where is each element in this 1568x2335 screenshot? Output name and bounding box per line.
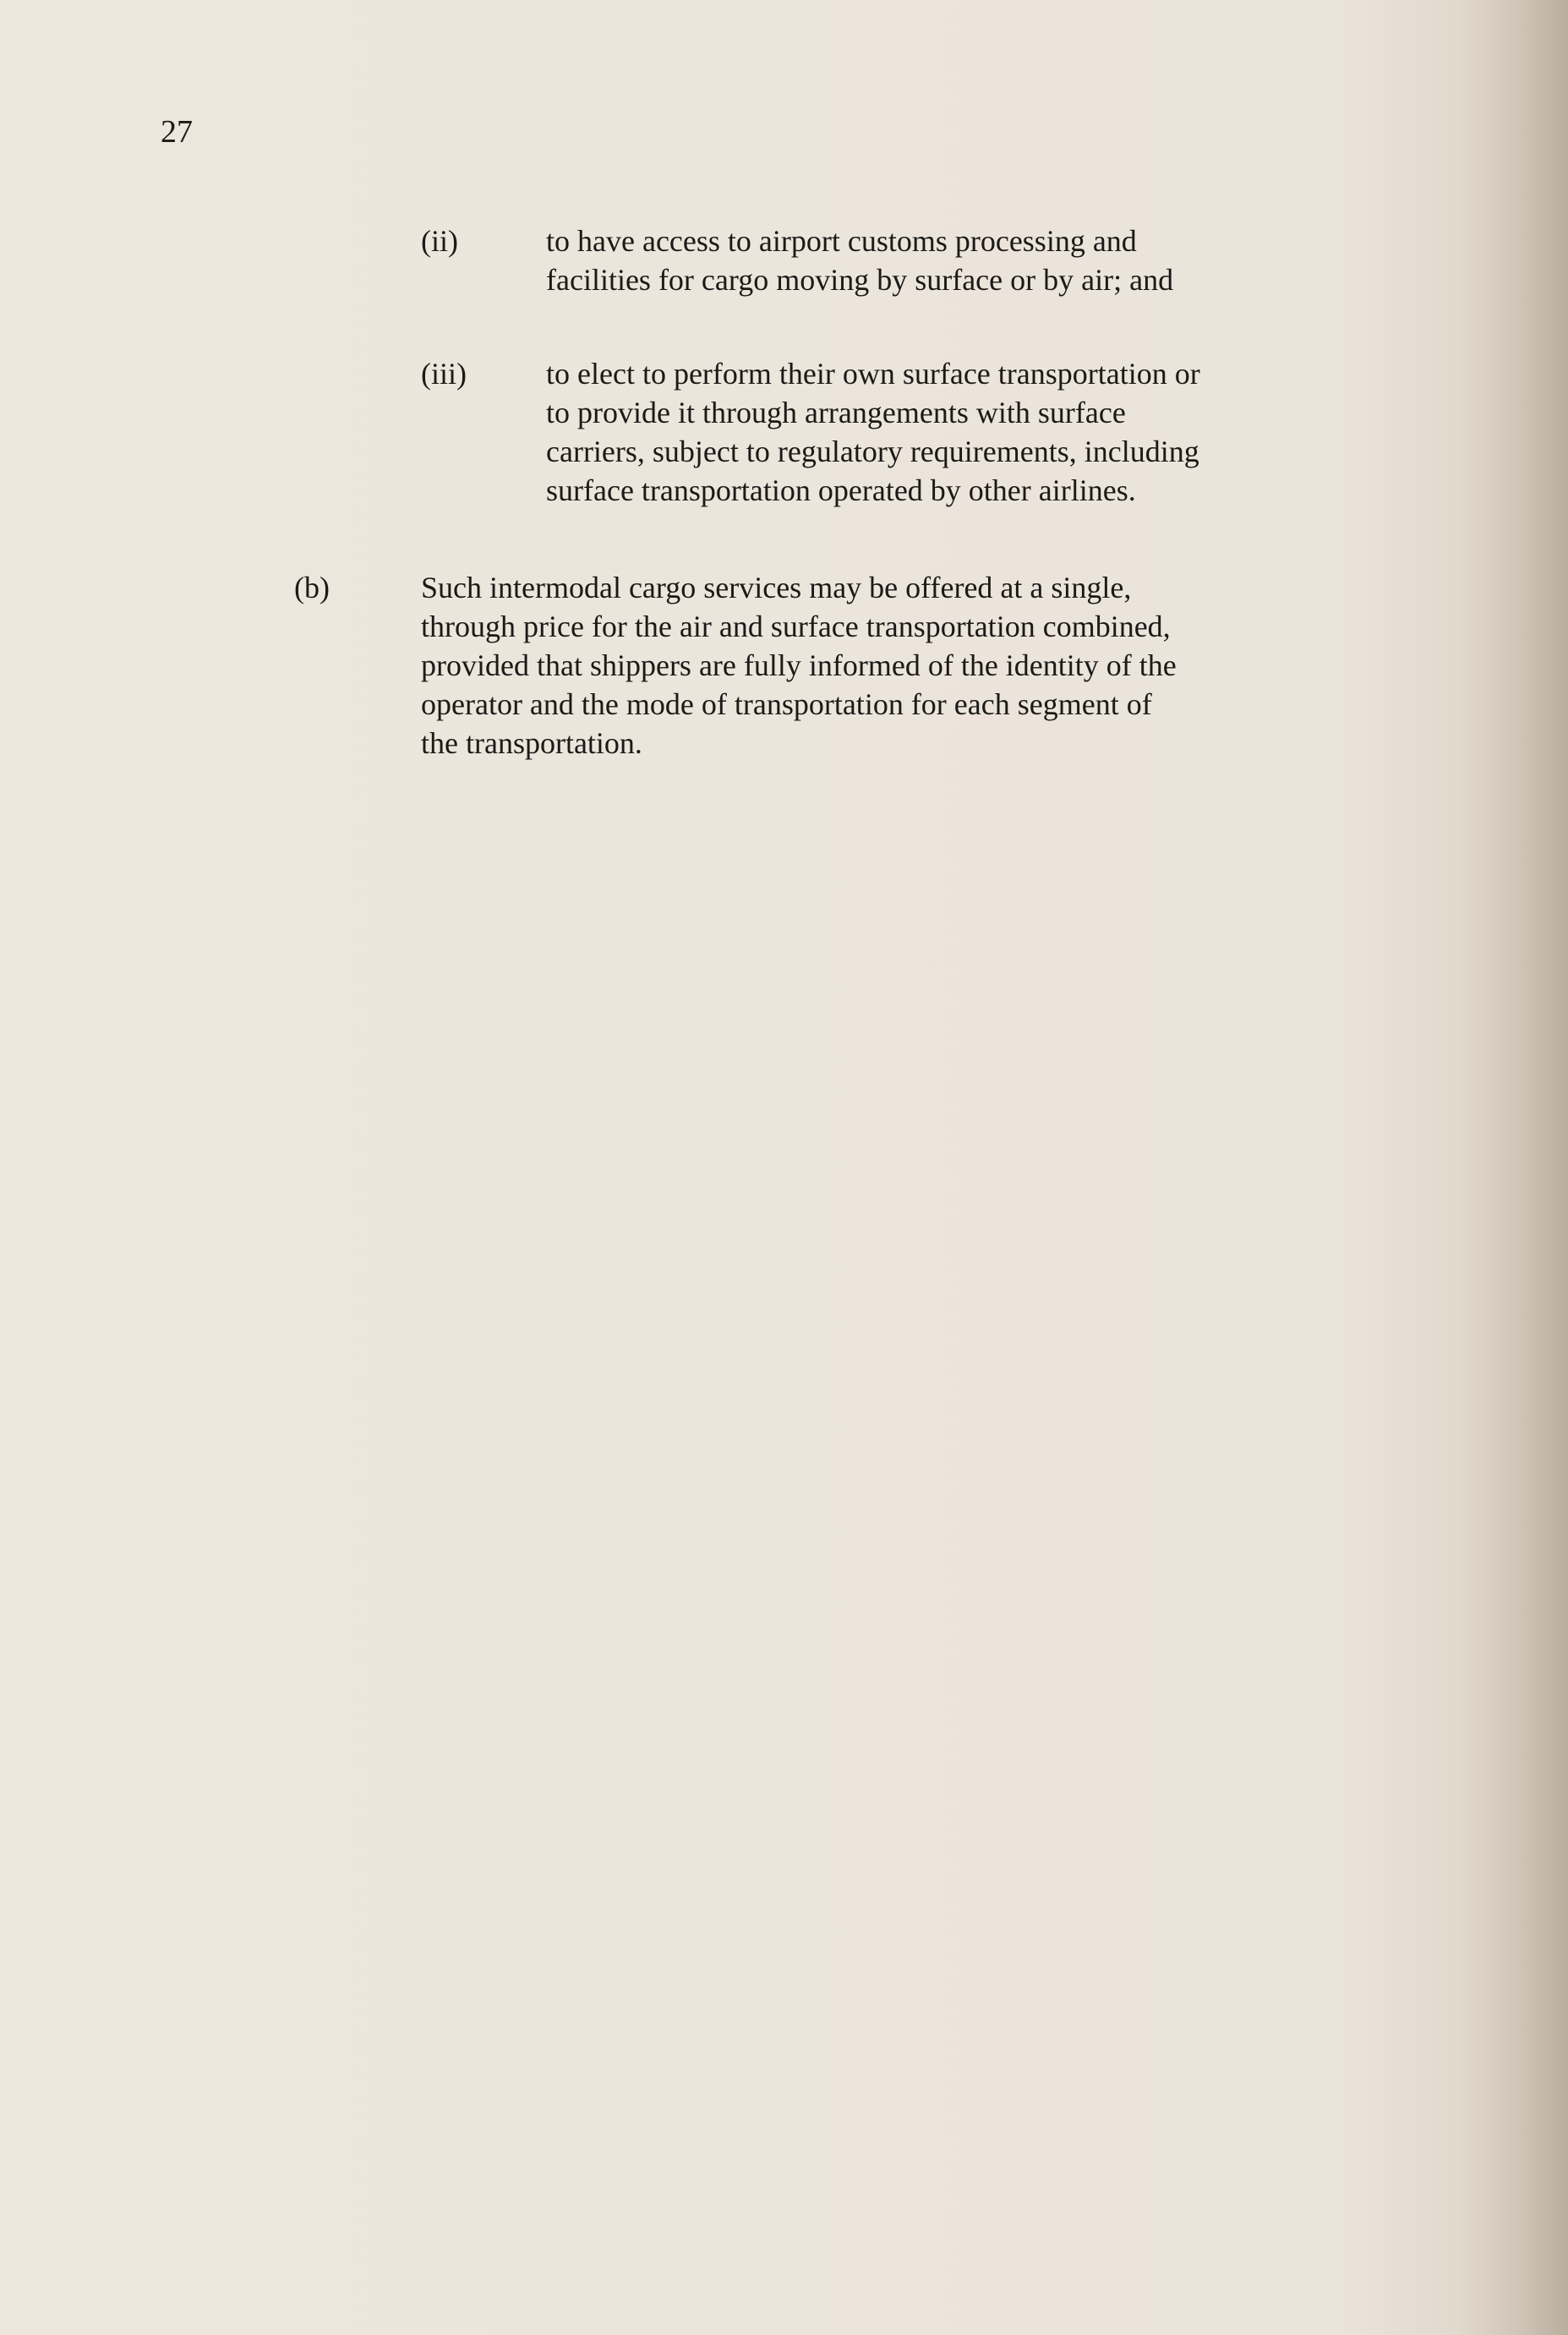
text-line: to provide it through arrangements with surface: [546, 396, 1126, 429]
text-line: facilities for cargo moving by surface or by air; and: [546, 263, 1174, 297]
text-line: carriers, subject to regulatory requirements, including: [546, 435, 1199, 468]
text-line: surface transportation operated by other airlines.: [546, 473, 1136, 507]
item-marker: (ii): [421, 224, 458, 258]
item-marker: (iii): [421, 357, 467, 391]
text-line: provided that shippers are fully informed of the identity of the: [421, 648, 1177, 682]
text-line: through price for the air and surface transportation combined,: [421, 610, 1171, 643]
item-marker: (b): [294, 571, 330, 604]
item-text: [546, 354, 1200, 510]
text-line: operator and the mode of transportation for each segment of: [421, 687, 1152, 721]
text-line: Such intermodal cargo services may be offered at a single,: [421, 571, 1132, 604]
page-number: 27: [161, 114, 193, 150]
item-text: [546, 221, 1173, 299]
item-text: [421, 568, 1177, 763]
text-line: to elect to perform their own surface transportation or: [546, 357, 1200, 391]
text-line: to have access to airport customs processing and: [546, 224, 1137, 258]
text-line: the transportation.: [421, 726, 642, 760]
